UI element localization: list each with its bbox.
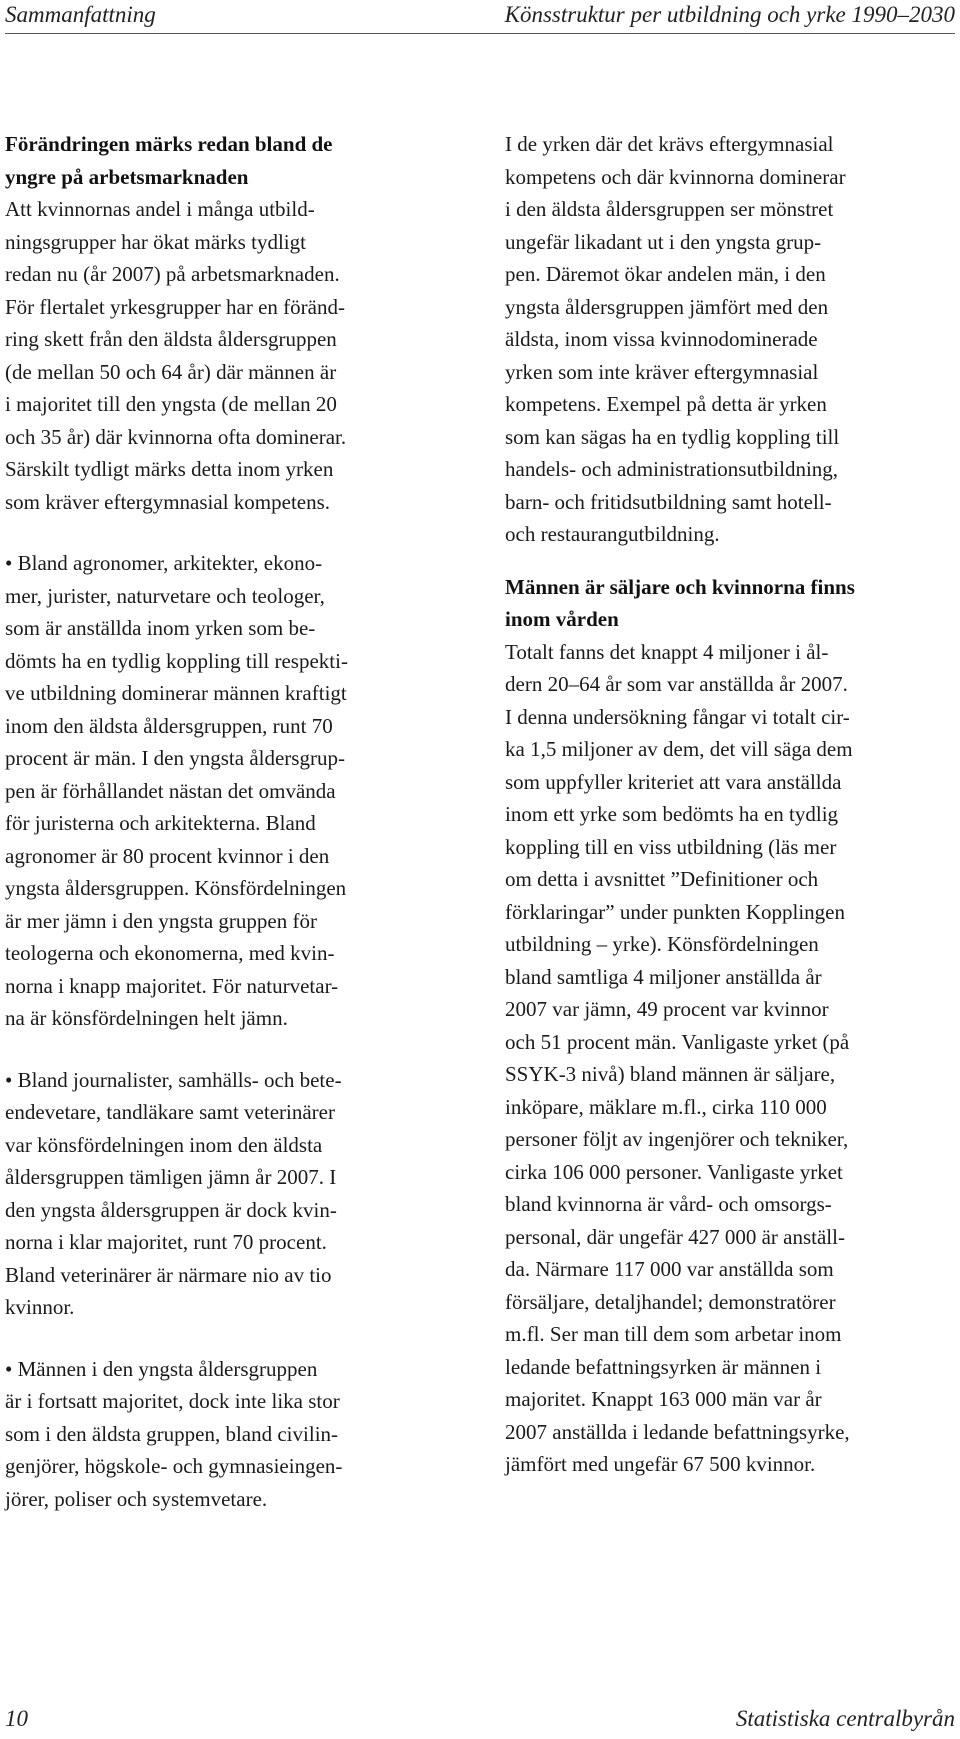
text-line: dern 20–64 år som var anställda år 2007. [505, 672, 848, 696]
text-line: ve utbildning dominerar männen kraftigt [5, 681, 347, 705]
text-line: som kan sägas ha en tydlig koppling till [505, 424, 840, 449]
text-line: var könsfördelningen inom den äldsta [5, 1132, 323, 1157]
text-line: äldsta, inom vissa kvinnodominerade [505, 327, 818, 351]
text-line: dömts ha en tydlig koppling till respekti- [5, 648, 348, 673]
text-line: I de yrken där det krävs eftergymnasial [505, 132, 834, 156]
text-line: Att kvinnornas andel i många utbild- [5, 197, 315, 221]
text-line: Männen är säljare och kvinnorna finns [505, 574, 855, 599]
text-line: procent är män. I den yngsta åldersgrup- [5, 746, 345, 770]
text-line: åldersgruppen tämligen jämn år 2007. I [5, 1165, 337, 1189]
text-line: som är anställda inom yrken som be- [5, 616, 316, 640]
paragraph [505, 636, 955, 1481]
text-line: pen. Däremot ökar andelen män, i den [505, 262, 826, 286]
text-line: yrken som inte kräver eftergymnasial [505, 359, 819, 384]
left-column [5, 128, 432, 1515]
text-line: i majoritet till den yngsta (de mellan 20 [5, 392, 337, 416]
text-line: personer följt av ingenjörer och tekniker, [505, 1127, 849, 1151]
text-line: inom den äldsta åldersgruppen, runt 70 [5, 713, 333, 738]
text-line: ledande befattningsyrken är männen i [505, 1354, 822, 1379]
text-line: är i fortsatt majoritet, dock inte lika stor [5, 1389, 340, 1413]
text-line: teologerna och ekonomerna, med kvin- [5, 941, 335, 965]
text-line: ring skett från den äldsta åldersgruppen [5, 327, 337, 351]
text-line: koppling till en viss utbildning (läs mer [505, 834, 837, 859]
paragraph [505, 128, 955, 551]
section-heading-right [505, 571, 955, 636]
text-line: som uppfyller kriteriet att vara anställda [505, 769, 842, 794]
text-line: Förändringen märks redan bland de [5, 132, 333, 156]
text-line: inom ett yrke som bedömts ha en tydlig [505, 802, 839, 826]
text-line: försäljare, detaljhandel; demonstratörer [505, 1289, 836, 1314]
right-column [505, 128, 955, 1481]
text-line: kompetens. Exempel på detta är yrken [505, 392, 827, 416]
text-line: inom vården [505, 607, 619, 631]
text-line: m.fl. Ser man till dem som arbetar inom [505, 1322, 842, 1346]
section-heading-left [5, 128, 432, 193]
text-line: • Bland journalister, samhälls- och bete- [5, 1067, 342, 1092]
text-line: och 35 år) där kvinnorna ofta dominerar. [5, 424, 347, 449]
text-line: 2007 var jämn, 49 procent var kvinnor [505, 997, 829, 1021]
text-line: förklaringar” under punkten Kopplingen [505, 899, 845, 924]
text-line: om detta i avsnittet ”Definitioner och [505, 867, 819, 891]
text-line: kompetens och där kvinnorna dominerar [505, 164, 846, 189]
text-line: mer, jurister, naturvetare och teologer, [5, 583, 325, 608]
text-line: cirka 106 000 personer. Vanligaste yrket [505, 1159, 843, 1184]
text-line: SSYK-3 nivå) bland männen är säljare, [505, 1062, 836, 1086]
running-header-section: Sammanfattning [5, 2, 156, 27]
text-line: Totalt fanns det knappt 4 miljoner i ål- [505, 639, 829, 664]
publisher-name: Statistiska centralbyrån [735, 1706, 955, 1731]
text-line: jämfört med ungefär 67 500 kvinnor. [505, 1452, 816, 1476]
text-line: i den äldsta åldersgruppen ser mönstret [505, 197, 834, 221]
text-line: handels- och administrationsutbildning, [505, 457, 839, 481]
text-line: den yngsta åldersgruppen är dock kvin- [5, 1197, 337, 1222]
text-line: som kräver eftergymnasial kompetens. [5, 489, 331, 514]
text-line: inköpare, mäklare m.fl., cirka 110 000 [505, 1094, 827, 1119]
running-header-title: Könsstruktur per utbildning och yrke 1990–2030 [504, 2, 955, 27]
text-line: personal, där ungefär 427 000 är anställ- [505, 1224, 845, 1249]
text-line: agronomer är 80 procent kvinnor i den [5, 843, 330, 868]
text-line: yngsta åldersgruppen jämfört med den [505, 294, 829, 319]
text-line: Bland veterinärer är närmare nio av tio [5, 1262, 332, 1287]
text-line: barn- och fritidsutbildning samt hotell- [505, 489, 832, 514]
text-line: utbildning – yrke). Könsfördelningen [505, 932, 819, 956]
text-line: pen är förhållandet nästan det omvända [5, 778, 336, 803]
page-number: 10 [5, 1706, 28, 1731]
text-line: ka 1,5 miljoner av dem, det vill säga dem [505, 737, 853, 761]
text-line: genjörer, högskole- och gymnasieingen- [5, 1454, 343, 1478]
text-line: majoritet. Knappt 163 000 män var år [505, 1387, 822, 1411]
bullet-item [5, 1064, 432, 1324]
header-rule [5, 33, 955, 34]
bullet-item [5, 547, 432, 1035]
text-line: norna i klar majoritet, runt 70 procent. [5, 1230, 327, 1254]
text-line: för juristerna och arkitekterna. Bland [5, 811, 316, 835]
bullet-item [5, 1353, 432, 1516]
text-line: är mer jämn i den yngsta gruppen för [5, 908, 317, 933]
text-line: da. Närmare 117 000 var anställda som [505, 1257, 834, 1281]
text-line: och restaurangutbildning. [505, 522, 720, 546]
text-line: För flertalet yrkesgrupper har en föränd- [5, 294, 345, 319]
text-line: yngsta åldersgruppen. Könsfördelningen [5, 876, 347, 900]
text-line: ungefär likadant ut i den yngsta grup- [505, 229, 822, 254]
text-line: ningsgrupper har ökat märks tydligt [5, 229, 306, 254]
text-line: jörer, poliser och systemvetare. [5, 1486, 268, 1511]
text-line: norna i knapp majoritet. För naturvetar- [5, 973, 339, 998]
text-line: Särskilt tydligt märks detta inom yrken [5, 457, 334, 481]
text-line: endevetare, tandläkare samt veterinärer [5, 1100, 335, 1124]
text-line: och 51 procent män. Vanligaste yrket (på [505, 1029, 850, 1054]
text-line: (de mellan 50 och 64 år) där männen är [5, 359, 337, 384]
text-line: bland samtliga 4 miljoner anställda år [505, 964, 822, 989]
text-line: yngre på arbetsmarknaden [5, 164, 249, 189]
text-line: • Männen i den yngsta åldersgruppen [5, 1356, 318, 1381]
text-line: • Bland agronomer, arkitekter, ekono- [5, 551, 323, 575]
text-line: redan nu (år 2007) på arbetsmarknaden. [5, 262, 340, 286]
text-line: 2007 anställda i ledande befattningsyrke, [505, 1419, 850, 1444]
text-line: na är könsfördelningen helt jämn. [5, 1006, 288, 1030]
text-line: som i den äldsta gruppen, bland civilin- [5, 1421, 339, 1446]
text-line: I denna undersökning fångar vi totalt cir- [505, 704, 850, 729]
text-line: kvinnor. [5, 1295, 75, 1319]
intro-paragraph [5, 193, 432, 518]
text-line: bland kvinnorna är vård- och omsorgs- [505, 1192, 832, 1216]
